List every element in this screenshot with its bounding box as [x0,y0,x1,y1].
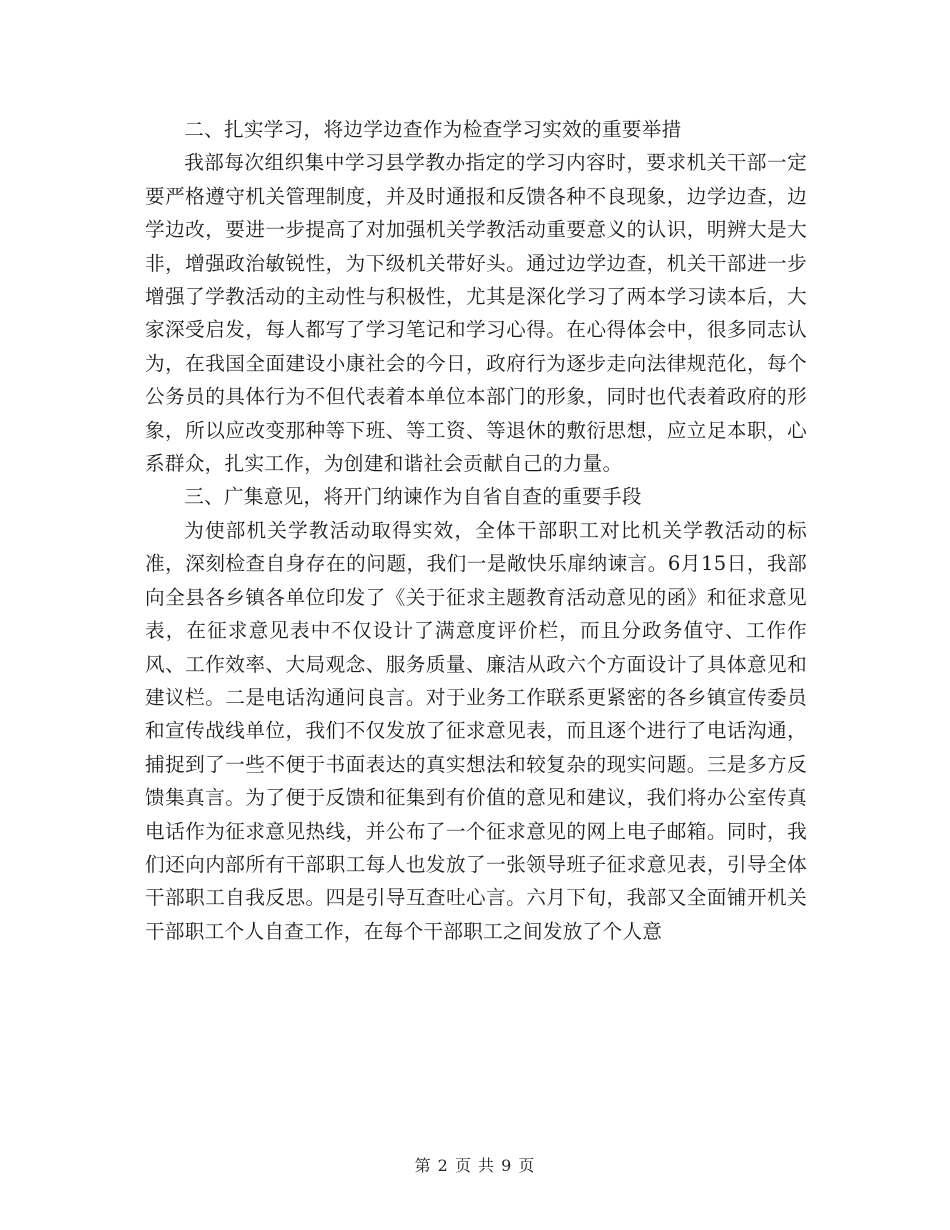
section-heading-3: 三、广集意见，将开门纳谏作为自省自查的重要手段 [184,485,642,509]
section-heading-2: 二、扎实学习，将边学边查作为检查学习实效的重要举措 [184,118,682,141]
page-number-footer: 第 2 页 共 9 页 [414,1156,536,1175]
section-paragraph-2: 我部每次组织集中学习县学教办指定的学习内容时，要求机关干部一定要严格遵守机关管理制度，并及时通报和反馈各种不良现象，边学边查，边学边改，要进一步提高了对加强机关学教活动重要意义的认识，明辨大是大非，增强政治敏锐性，为下级机关带好头。通过边学边查，机关干部进一步增强了学教活动的主动性与积极性，尤其是深化学习了两本学习读本后，大家深受启发，每人都写了学习笔记和学习心得。在心得体会中，很多同志认为，在我国全面建设小康社会的今日，政府行为逐步走向法律规范化，每个公务员的具体行为不但代表着本单位本部门的形象，同时也代表着政府的形象，所以应改变那种等下班、等工资、等退休的敷衍思想，应立足本职，心系群众，扎实工作，为创建和谐社会贡献自己的力量。 [145,151,807,476]
document-body [145,113,807,948]
section-paragraph-3: 为使部机关学教活动取得实效，全体干部职工对比机关学教活动的标准，深刻检查自身存在的问题，我们一是敞快乐扉纳谏言。6月15日，我部向全县各乡镇各单位印发了《关于征求主题教育活动意见的函》和征求意见表，在征求意见表中不仅设计了满意度评价栏，而且分政务值守、工作作风、工作效率、大局观念、服务质量、廉洁从政六个方面设计了具体意见和建议栏。二是电话沟通问良言。对于业务工作联系更紧密的各乡镇宣传委员和宣传战线单位，我们不仅发放了征求意见表，而且逐个进行了电话沟通，捕捉到了一些不便于书面表达的真实想法和较复杂的现实问题。三是多方反馈集真言。为了便于反馈和征集到有价值的意见和建议，我们将办公室传真电话作为征求意见热线，并公布了一个征求意见的网上电子邮箱。同时，我们还向内部所有干部职工每人也发放了一张领导班子征求意见表，引导全体干部职工自我反思。四是引导互查吐心言。六月下旬，我部又全面铺开机关干部职工个人自查工作，在每个干部职工之间发放了个人意 [145,518,807,943]
